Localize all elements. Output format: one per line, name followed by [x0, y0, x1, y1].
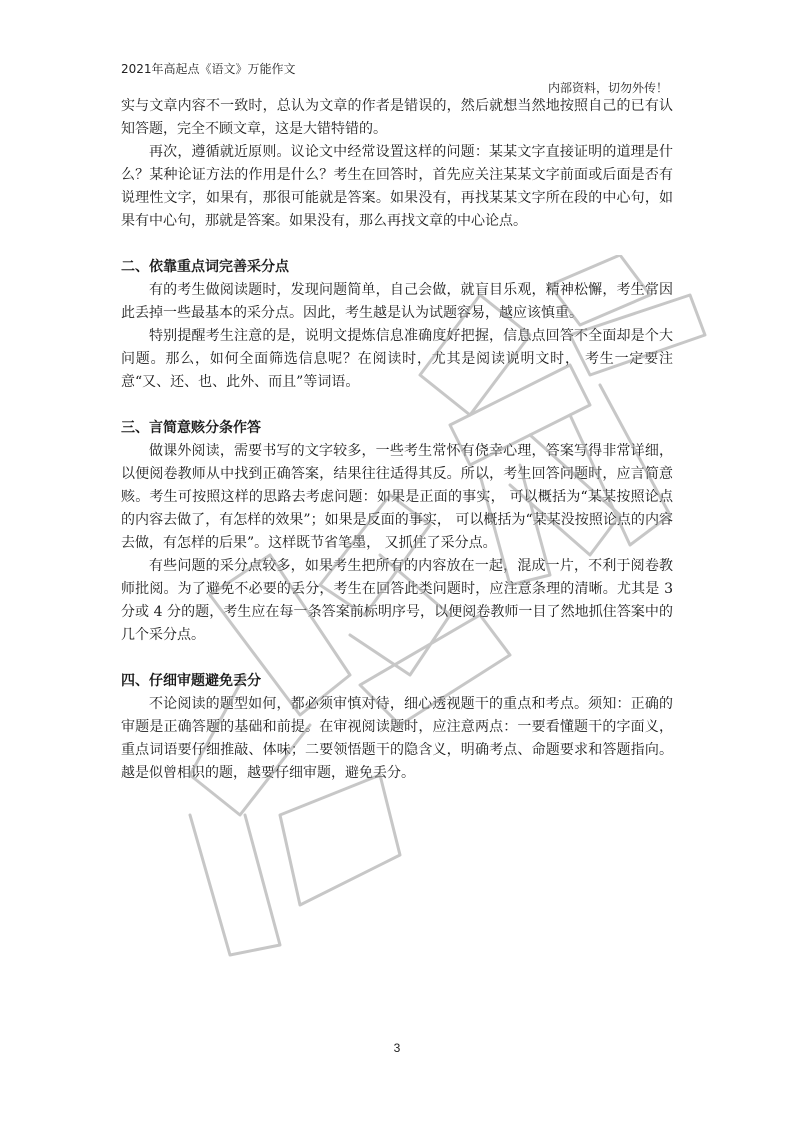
paragraph: 有的考生做阅读题时，发现问题简单，自己会做，就盲目乐观，精神松懈，考生常因此丢掉一些最基本的采分点。因此，考生越是认为试题容易，越应该慎重。	[121, 282, 673, 321]
paragraph: 做课外阅读，需要书写的文字较多，一些考生常怀有侥幸心理，答案写得非常详细，以便阅卷教师从中找到正确答案，结果往往适得其反。所以，考生回答问题时，应言简意赅。考生可按照这样的思路去考虑问题：如果是正面的事实， 可以概括为“某某按照论点的内容去做了，有怎样的效果”；如果是反面的事实， 可以概括为“某某没按照论点的内容去做，有怎样的后果”。这样既节省笔墨， 又抓住了采分点。	[121, 443, 673, 551]
paragraph: 实与文章内容不一致时，总认为文章的作者是错误的，然后就想当然地按照自己的已有认知答题，完全不顾文章，这是大错特错的。	[121, 98, 673, 137]
section-heading: 二、依靠重点词完善采分点	[121, 259, 289, 275]
body-content	[121, 95, 673, 785]
paragraph: 再次，遵循就近原则。议论文中经常设置这样的问题：某某文字直接证明的道理是什么？某种论证方法的作用是什么？考生在回答时，首先应关注某某文字前面或后面是否有说理性文字，如果有，那很可能就是答案。如果没有，再找某某文字所在段的中心句，如果有中心句，那就是答案。如果没有，那么再找文章的中心论点。	[121, 144, 673, 229]
section-heading: 三、言简意赅分条作答	[121, 420, 261, 436]
paragraph: 特别提醒考生注意的是，说明文提炼信息准确度好把握，信息点回答不全面却是个大问题。那么，如何全面筛选信息呢？在阅读时，尤其是阅读说明文时， 考生一定要注意“又、还、也、此外、而且”等词语。	[121, 328, 673, 390]
page-number: 3	[393, 1041, 401, 1055]
header-title: 2021年高起点《语文》万能作文	[121, 62, 296, 76]
paragraph: 有些问题的采分点较多，如果考生把所有的内容放在一起，混成一片，不利于阅卷教师批阅。为了避免不必要的丢分，考生在回答此类问题时，应注意条理的清晰。尤其是 3 分或 4 分的题，考生应在每一条答案前标明序号，以便阅卷教师一目了然地抓住答案中的几个采分点。	[121, 558, 673, 643]
paragraph: 不论阅读的题型如何，都必须审慎对待，细心透视题干的重点和考点。须知：正确的审题是正确答题的基础和前提。在审视阅读题时，应注意两点：一要看懂题干的字面义，重点词语要仔细推敲、体味；二要领悟题干的隐含义，明确考点、命题要求和答题指向。越是似曾相识的题，越要仔细审题，避免丢分。	[121, 696, 673, 781]
section-heading: 四、仔细审题避免丢分	[121, 673, 261, 689]
header-notice: 内部资料，切勿外传！	[547, 81, 668, 95]
